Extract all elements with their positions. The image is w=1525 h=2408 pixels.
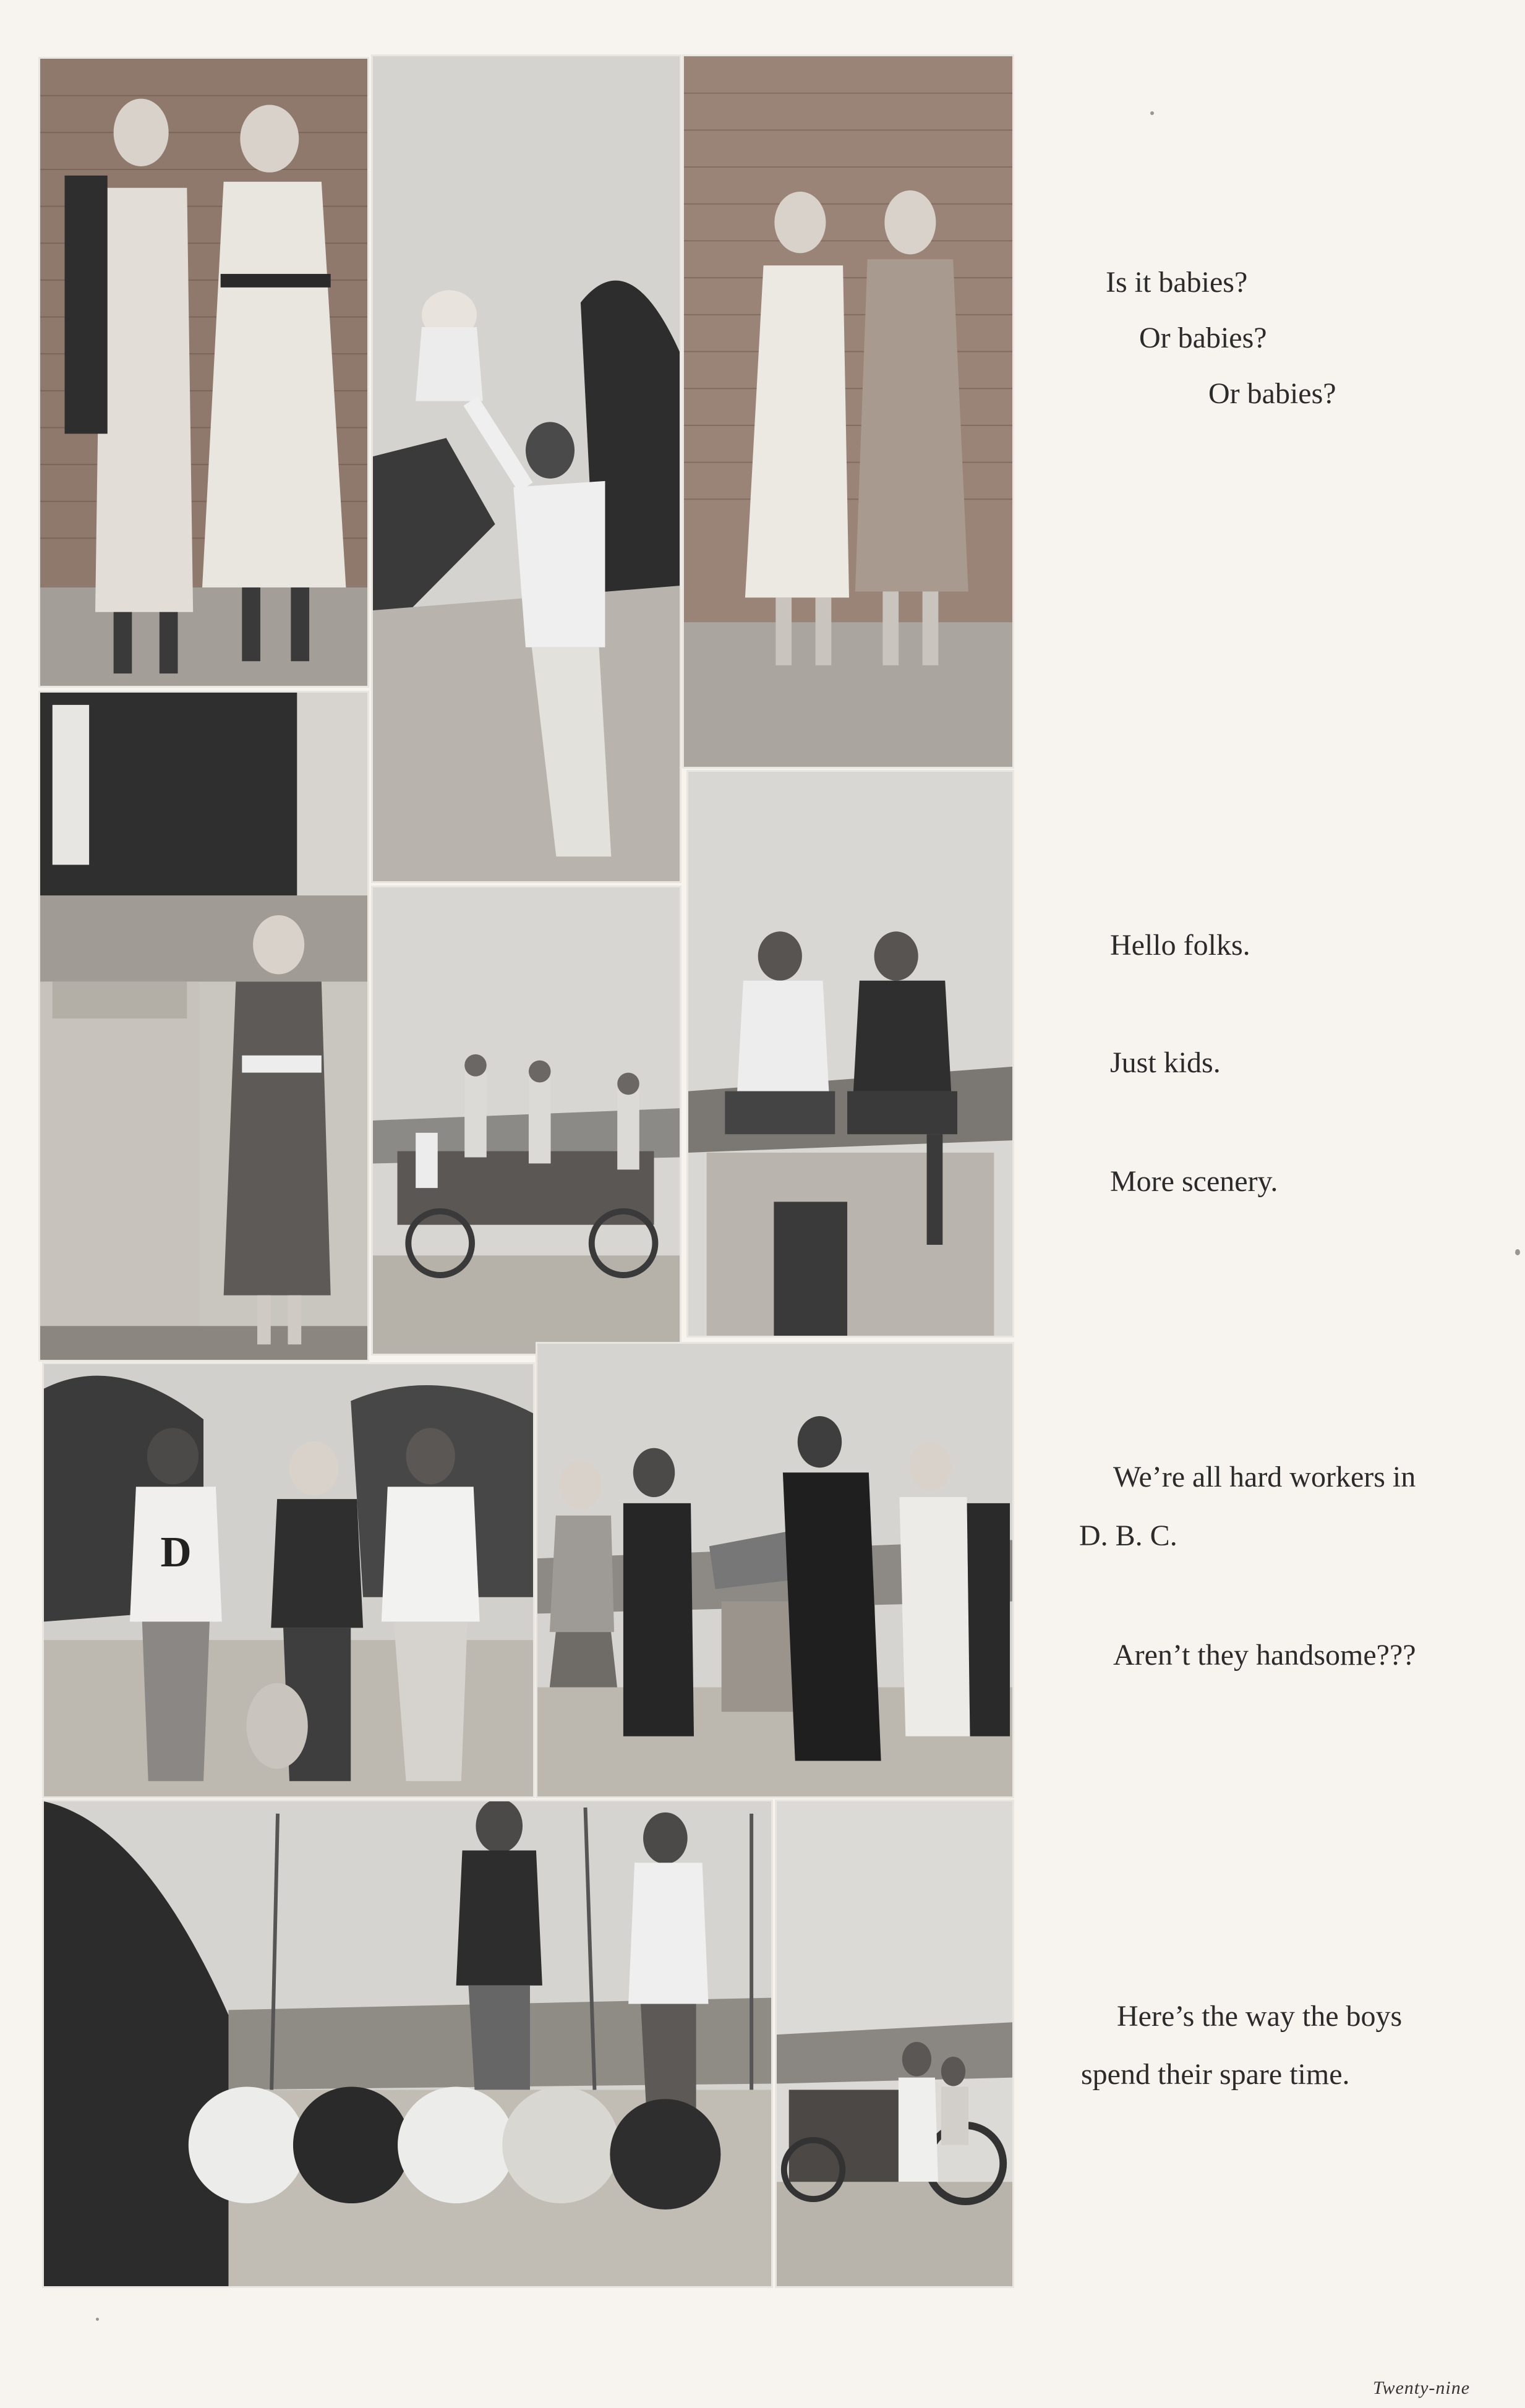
caption-just-kids: Just kids.	[1110, 1046, 1221, 1079]
photo-man-lifting-baby	[371, 54, 681, 883]
paper-speck	[1150, 111, 1154, 115]
photo-group-outdoors	[536, 1342, 1014, 1798]
photo-two-girls-brick-wall	[682, 54, 1014, 769]
paper-speck	[96, 2318, 99, 2321]
caption-handsome: Aren’t they handsome???	[1113, 1639, 1416, 1672]
caption-hello-folks: Hello folks.	[1110, 929, 1250, 962]
photo-men-on-wagon	[371, 886, 681, 1356]
paper-speck	[1515, 1249, 1520, 1255]
photo-man-by-tractor	[775, 1800, 1014, 2288]
photo-girl-by-steps	[38, 691, 369, 1362]
caption-babies-line-3: Or babies?	[1208, 377, 1336, 410]
photo-three-boys-with-dog	[42, 1362, 535, 1798]
caption-spare-time-line-1: Here’s the way the boys	[1117, 2000, 1403, 2033]
photo-boys-bowing	[42, 1800, 773, 2288]
page-number: Twenty-nine	[1373, 2378, 1471, 2398]
svg-text:D: D	[160, 1529, 192, 1577]
caption-hard-workers-line-1: We’re all hard workers in	[1113, 1461, 1416, 1493]
caption-more-scenery: More scenery.	[1110, 1165, 1278, 1198]
caption-babies-line-2: Or babies?	[1139, 322, 1267, 354]
caption-spare-time-line-2: spend their spare time.	[1081, 2058, 1350, 2091]
photo-two-women-brick-wall	[38, 57, 369, 688]
photo-two-men-seated	[686, 770, 1014, 1338]
caption-hard-workers-line-2: D. B. C.	[1079, 1519, 1177, 1552]
caption-babies-line-1: Is it babies?	[1106, 266, 1248, 299]
